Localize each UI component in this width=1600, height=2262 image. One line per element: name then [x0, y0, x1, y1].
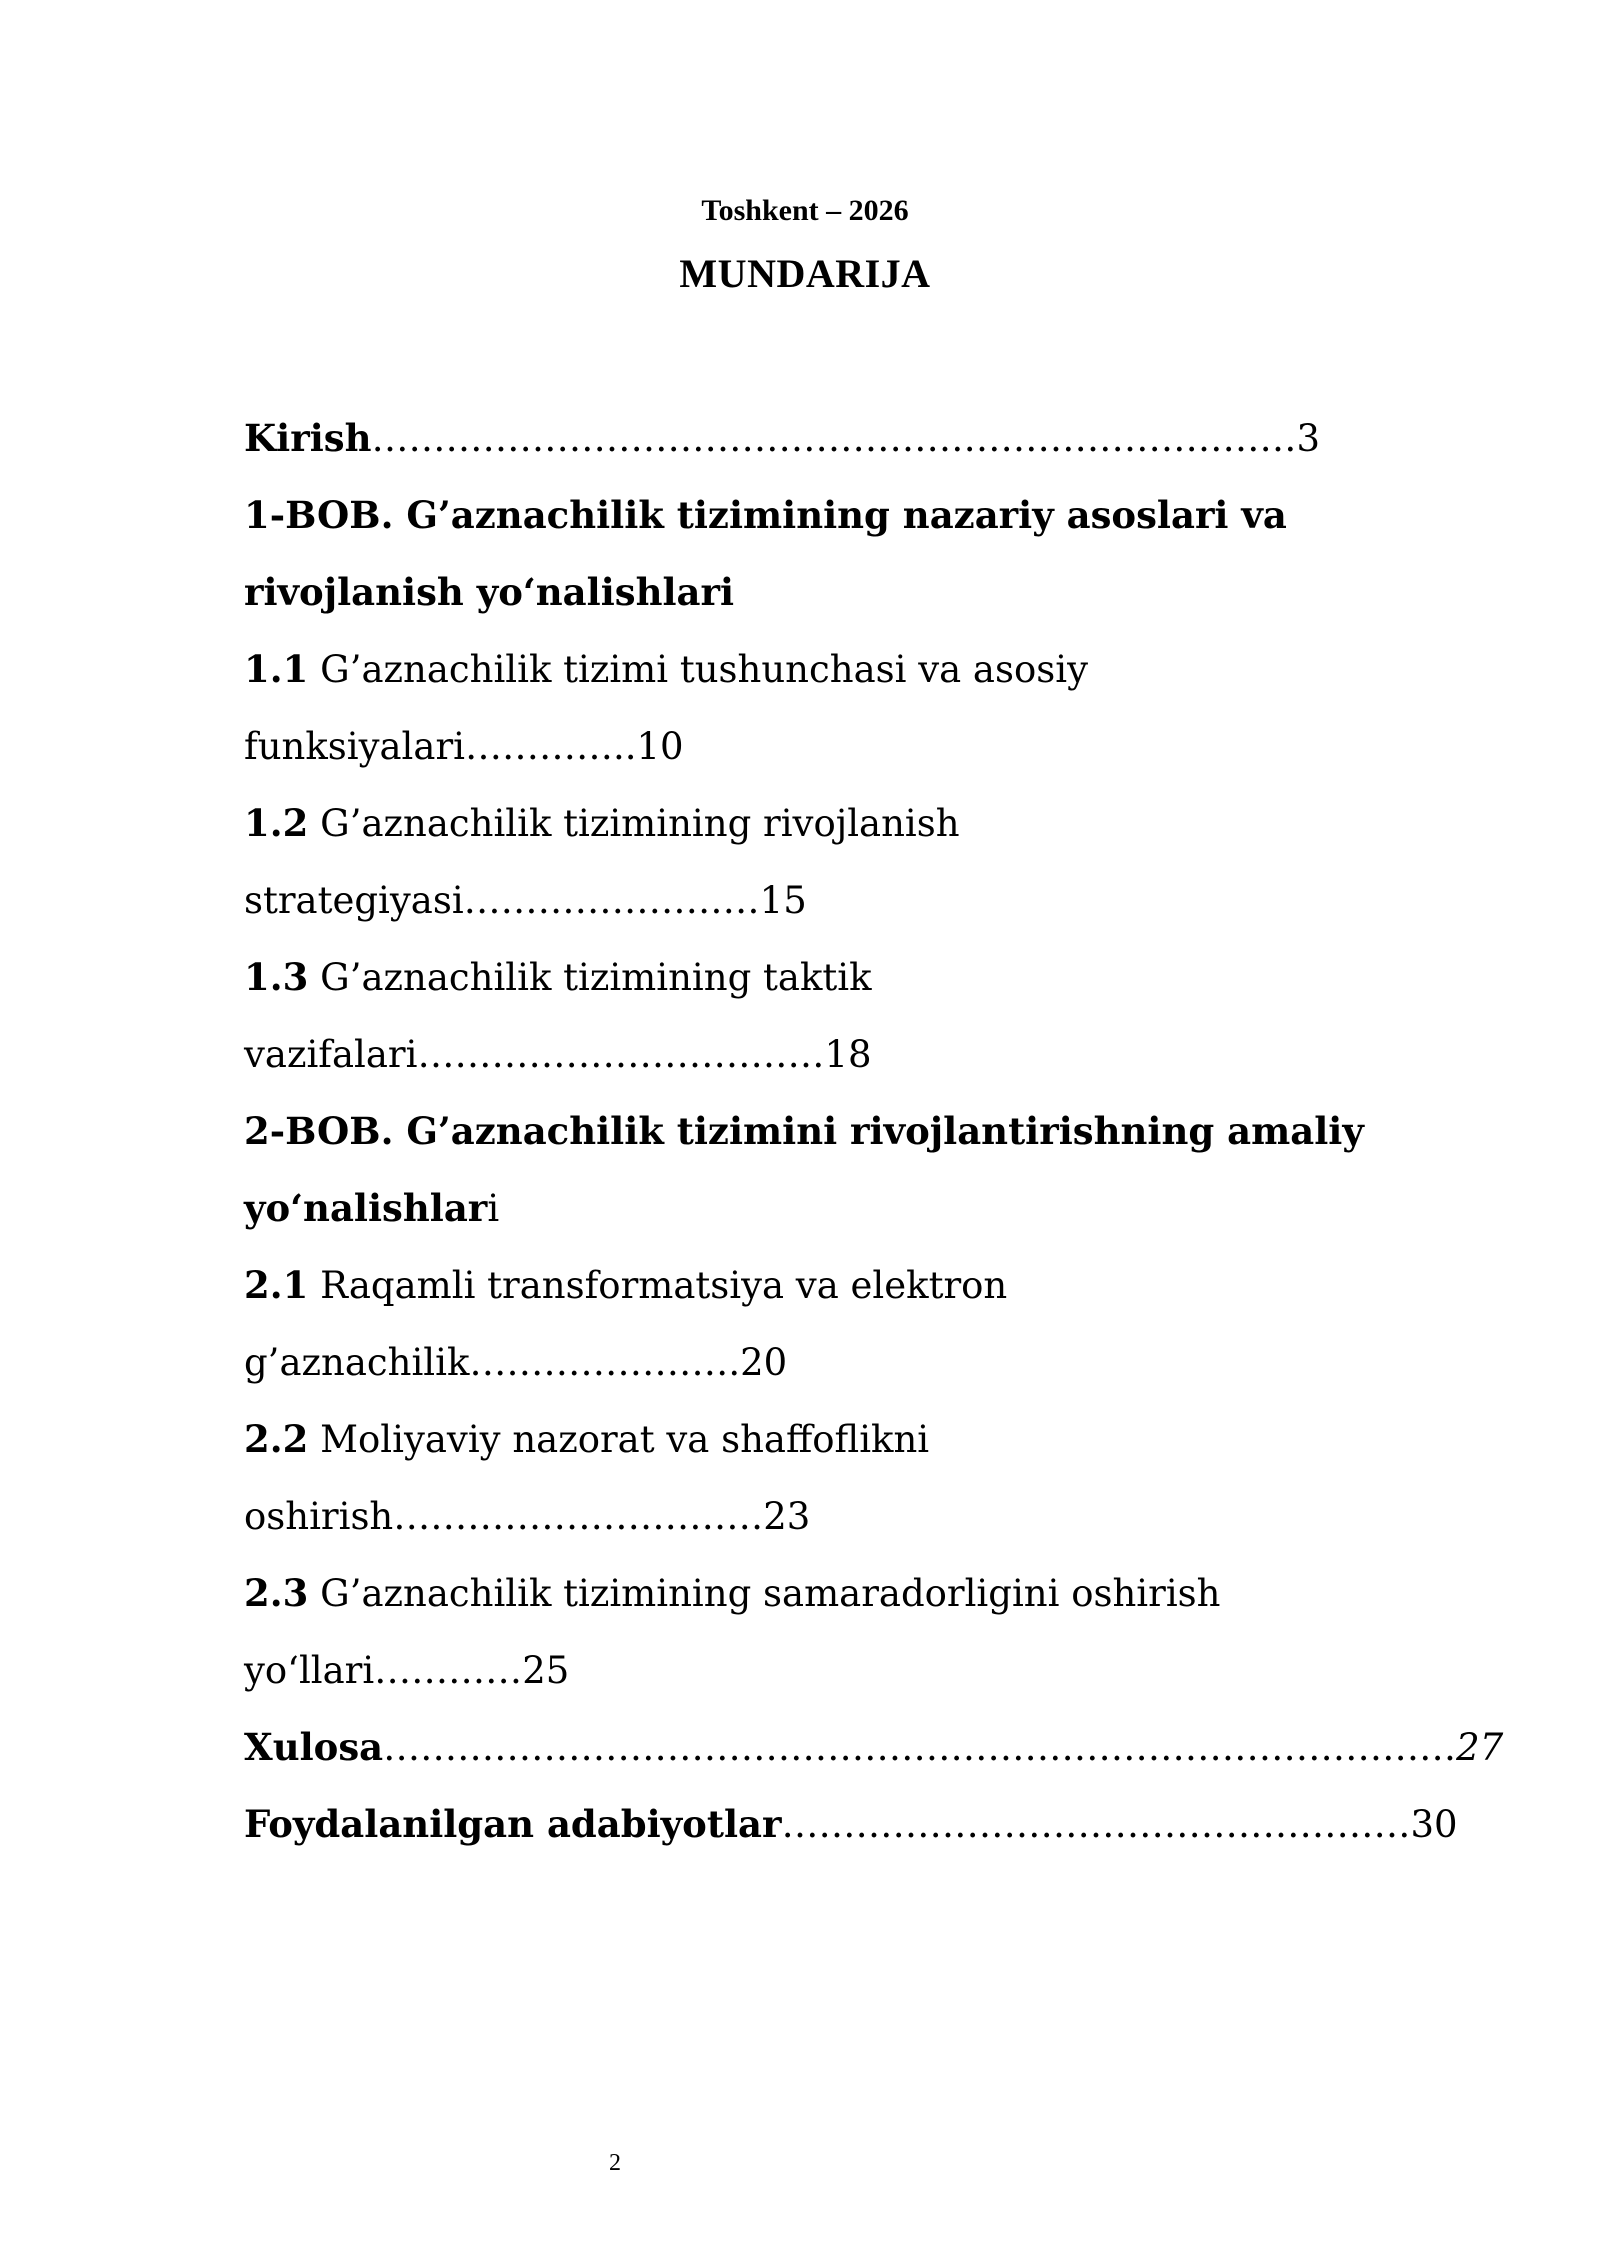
toc-1-2-title: G’aznachilik tizimining rivojlanish — [308, 802, 960, 845]
toc-2-1-page: 20 — [740, 1341, 788, 1384]
toc-2-3-title-cont: yo‘llari………… — [244, 1649, 523, 1692]
toc-intro-dots: ………………………………………………………………… — [371, 417, 1297, 460]
toc-intro-page: 3 — [1296, 417, 1321, 460]
toc-entry-1-3-cont[interactable] — [244, 1016, 1404, 1093]
toc-chapter2-line1[interactable]: 2-BOB. G’aznachilik tizimini rivojlantirishning amaliy — [244, 1109, 1364, 1153]
toc-entry-2-1[interactable] — [244, 1247, 1404, 1324]
toc-entry-conclusion[interactable] — [244, 1709, 1504, 1786]
toc-entry-references[interactable] — [244, 1786, 1458, 1863]
toc-1-2-page: 15 — [759, 879, 807, 922]
toc-2-3-page: 25 — [522, 1649, 570, 1692]
toc-chapter2-line2-bold: yo‘nalishlar — [244, 1186, 488, 1230]
toc-entry-intro[interactable] — [244, 400, 1404, 477]
toc-1-1-number: 1.1 — [244, 647, 309, 691]
toc-1-1-page: 10 — [636, 725, 684, 768]
toc-entry-2-2[interactable] — [244, 1401, 1404, 1478]
toc-entry-1-2[interactable] — [244, 785, 1404, 862]
toc-entry-2-1-cont[interactable] — [244, 1324, 1404, 1401]
toc-2-2-number: 2.2 — [244, 1417, 309, 1461]
toc-references-page: 30 — [1410, 1803, 1458, 1846]
table-of-contents — [244, 400, 1504, 1863]
toc-entry-1-2-cont[interactable] — [244, 862, 1404, 939]
city-year-header: Toshkent – 2026 — [701, 194, 909, 227]
page-number: 2 — [609, 2150, 621, 2176]
toc-entry-2-2-cont[interactable] — [244, 1478, 1404, 1555]
toc-conclusion-page: 27 — [1456, 1726, 1504, 1769]
toc-2-2-title-cont: oshirish………………………… — [244, 1495, 764, 1538]
toc-entry-1-1-cont[interactable] — [244, 708, 1404, 785]
toc-references-label: Foydalanilgan adabiyotlar — [244, 1802, 782, 1846]
toc-2-1-title: Raqamli transformatsiya va elektron — [308, 1264, 1008, 1307]
toc-chapter1-line1[interactable]: 1-BOB. G’aznachilik tizimining nazariy asoslari va — [244, 493, 1287, 537]
toc-references-dots: …………………………………………… — [781, 1803, 1411, 1846]
toc-2-3-title: G’aznachilik tizimining samaradorligini oshirish — [308, 1572, 1221, 1615]
toc-2-2-title: Moliyaviy nazorat va shaffoflikni — [308, 1418, 930, 1461]
toc-chapter2-line2-rest: i — [487, 1187, 500, 1230]
toc-1-1-title: G’aznachilik tizimi tushunchasi va asosiy — [308, 648, 1088, 691]
toc-entry-1-1[interactable] — [244, 631, 1404, 708]
toc-entry-1-3[interactable] — [244, 939, 1404, 1016]
toc-entry-2-3[interactable] — [244, 1555, 1404, 1632]
toc-chapter1-line2[interactable]: rivojlanish yo‘nalishlari — [244, 570, 735, 614]
page-title: MUNDARIJA — [679, 251, 931, 296]
toc-1-2-number: 1.2 — [244, 801, 309, 845]
toc-conclusion-dots: …………………………………………………………………………… — [383, 1726, 1457, 1769]
toc-1-3-title: G’aznachilik tizimining taktik — [308, 956, 872, 999]
toc-2-2-page: 23 — [763, 1495, 811, 1538]
toc-entry-2-3-cont[interactable] — [244, 1632, 1404, 1709]
toc-2-1-number: 2.1 — [244, 1263, 309, 1307]
toc-chapter2-line2[interactable] — [244, 1170, 1404, 1247]
toc-1-3-page: 18 — [824, 1033, 872, 1076]
toc-1-3-number: 1.3 — [244, 955, 309, 999]
toc-2-1-title-cont: g’aznachilik…………………. — [244, 1341, 741, 1384]
toc-conclusion-label: Xulosa — [244, 1725, 384, 1769]
toc-2-3-number: 2.3 — [244, 1571, 309, 1615]
toc-intro-label: Kirish — [244, 416, 372, 460]
toc-1-1-title-cont: funksiyalari………….. — [244, 725, 637, 768]
toc-1-2-title-cont: strategiyasi…………………… — [244, 879, 760, 922]
toc-1-3-title-cont: vazifalari…………………………… — [244, 1033, 825, 1076]
